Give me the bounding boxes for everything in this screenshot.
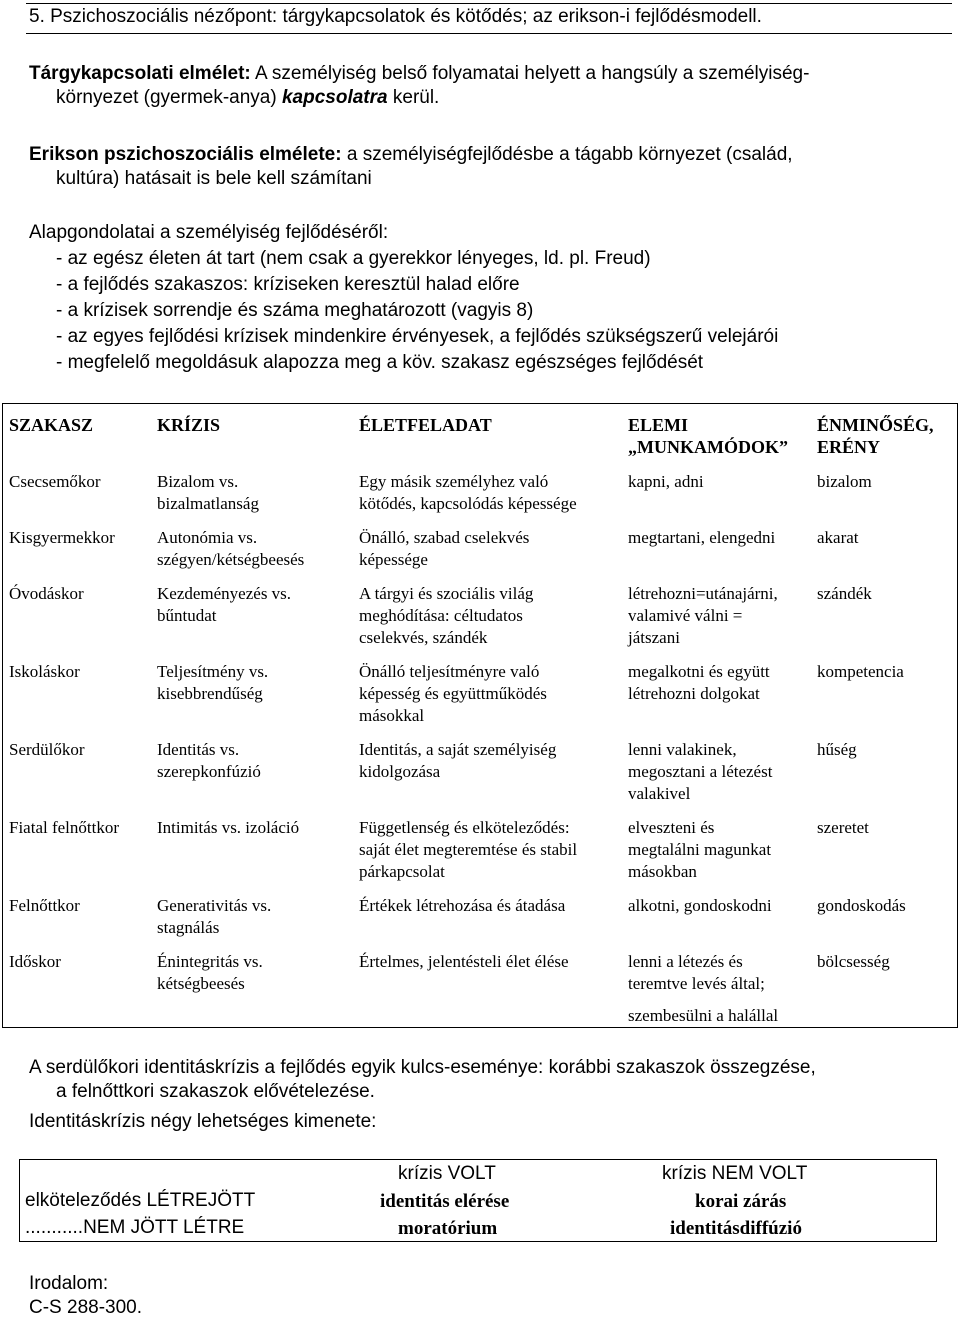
modes-line: másokban [628,862,697,881]
row-no-commitment: ...........NEM JÖTT LÉTRE [25,1217,245,1238]
task-cell [359,471,577,515]
crisis-line: Intimitás vs. izoláció [157,818,300,837]
task-line: Értékek létrehozása és átadása [359,896,566,915]
stage-cell: Fiatal felnőttkor [9,818,120,837]
modes-line: valamivé válni = [628,606,743,625]
principle-item: - a krízisek sorrendje és száma meghatározott (vagyis 8) [56,300,534,321]
crisis-line: Identitás vs. [157,740,240,759]
header-modes [628,414,788,458]
header-modes-line-1: ELEMI [628,415,689,435]
crisis-line: Kezdeményezés vs. [157,584,292,603]
modes-line: valakivel [628,784,691,803]
stage-cell: Felnőttkor [9,896,80,915]
virtue-cell: kompetencia [817,662,904,681]
erikson-text-1: a személyiségfejlődésbe a tágabb környezet (család, [341,144,793,165]
virtue-cell: szeretet [817,818,869,837]
modes-cell [628,951,778,1027]
modes-line: létrehozni dolgokat [628,684,760,703]
modes-cell [628,471,704,493]
identity-achievement: identitás elérése [380,1191,510,1212]
modes-line: lenni a létezés és [628,952,743,971]
object-relations-text-2: környezet (gyermek-anya) [56,87,282,108]
virtue-cell: gondoskodás [817,896,906,915]
task-line: párkapcsolat [359,862,445,881]
crisis-line: Bizalom vs. [157,472,239,491]
adolescence-paragraph [29,1056,816,1104]
header-stage: SZAKASZ [9,415,94,435]
object-relations-label: Tárgykapcsolati elmélet: [29,63,251,84]
modes-cell [628,817,771,883]
task-line: meghódítása: céltudatos [359,606,523,625]
col-crisis-no: krízis NEM VOLT [662,1163,808,1184]
task-cell [359,951,569,973]
task-line: képesség és együttműködés [359,684,547,703]
header-modes-line-2: „MUNKAMÓDOK” [628,437,788,457]
task-line: Egy másik személyhez való [359,472,549,491]
adolescence-text-1: A serdülőkori identitáskrízis a fejlődés egyik kulcs-eseménye: korábbi szakaszok összegzése, [29,1057,816,1078]
modes-line: megosztani a létezést [628,762,773,781]
task-line: kidolgozása [359,762,441,781]
task-cell [359,817,577,883]
stage-cell: Serdülőkor [9,740,85,759]
modes-line: létrehozni=utánajárni, [628,584,778,603]
task-cell [359,895,565,917]
virtue-cell: akarat [817,528,859,547]
references-label: Irodalom: [29,1273,109,1294]
header-rule-bottom [26,33,952,34]
virtue-cell: bizalom [817,472,872,491]
task-cell [359,739,556,783]
references-pages: C-S 288-300. [29,1297,143,1318]
virtue-cell: szándék [817,584,872,603]
crisis-cell [157,951,263,995]
crisis-line: szerepkonfúzió [157,762,261,781]
stage-cell: Csecsemőkor [9,472,101,491]
task-line: Függetlenség és elköteleződés: [359,818,570,837]
erikson-label: Erikson pszichoszociális elmélete: [29,144,342,165]
task-line: Önálló teljesítményre való [359,662,540,681]
principle-item: - a fejlődés szakaszos: kríziseken keresztül halad előre [56,274,520,295]
task-cell [359,661,547,727]
stage-cell: Kisgyermekkor [9,528,115,547]
modes-line: elveszteni és [628,818,715,837]
crisis-line: stagnálás [157,918,220,937]
header-virtue-line-1: ÉNMINŐSÉG, [817,415,934,435]
header-rule-top [26,3,952,4]
task-line: Értelmes, jelentésteli élet élése [359,952,569,971]
principles-list [29,246,778,376]
crisis-line: Autonómia vs. [157,528,258,547]
modes-cell [628,895,772,917]
modes-line: kapni, adni [628,472,704,491]
modes-cell [628,527,775,549]
stage-cell: Óvodáskor [9,584,84,603]
header-crisis: KRÍZIS [157,415,221,435]
modes-line: megtartani, elengedni [628,528,776,547]
modes-line: szembesülni a halállal [628,1006,779,1025]
task-line: kötődés, kapcsolódás képessége [359,494,577,513]
header-virtue-line-2: ERÉNY [817,437,881,457]
header-virtue [817,414,934,458]
section-title: 5. Pszichoszociális nézőpont: tárgykapcsolatok és kötődés; az erikson-i fejlődésmodell. [29,6,762,27]
crisis-line: kisebbrendűség [157,684,263,703]
stage-cell: Iskoláskor [9,662,80,681]
virtue-cell: bölcsesség [817,952,890,971]
foreclosure: korai zárás [695,1191,787,1212]
object-relations-text-1: A személyiség belső folyamatai helyett a hangsúly a személyiség- [250,63,810,84]
task-cell [359,583,533,649]
principle-item: - megfelelő megoldásuk alapozza meg a köv. szakasz egészséges fejlődését [56,352,704,373]
erikson-text-2: kultúra) hatásait is bele kell számítani [56,168,372,189]
modes-cell [628,583,778,649]
crisis-cell [157,661,268,705]
principle-item: - az egész életen át tart (nem csak a gyerekkor lényeges, ld. pl. Freud) [56,248,651,269]
stage-cell: Időskor [9,952,61,971]
moratorium: moratórium [398,1218,498,1239]
crisis-cell [157,527,304,571]
task-line: Önálló, szabad cselekvés [359,528,530,547]
virtue-cell: hűség [817,740,857,759]
crisis-line: kétségbeesés [157,974,245,993]
crisis-line: bizalmatlanság [157,494,259,513]
crisis-line: szégyen/kétségbeesés [157,550,305,569]
object-relations-paragraph [29,62,809,110]
task-line: A tárgyi és szociális világ [359,584,534,603]
modes-line: megalkotni és együtt [628,662,770,681]
adolescence-text-2: a felnőttkori szakaszok elővételezése. [56,1081,375,1102]
crisis-cell [157,895,271,939]
object-relations-text-3: kerül. [387,87,440,108]
crisis-line: Generativitás vs. [157,896,272,915]
task-line: Identitás, a saját személyiség [359,740,557,759]
modes-line: játszani [628,628,680,647]
row-commitment: elköteleződés LÉTREJÖTT [25,1190,256,1211]
principle-item: - az egyes fejlődési krízisek mindenkire érvényesek, a fejlődés szükségszerű velejárói [56,326,779,347]
outcomes-heading: Identitáskrízis négy lehetséges kimenete: [29,1111,377,1132]
modes-cell [628,739,772,805]
principles-heading: Alapgondolatai a személyiség fejlődéséről: [29,222,389,243]
crisis-line: Énintegritás vs. [157,952,263,971]
modes-line: lenni valakinek, [628,740,737,759]
crisis-cell [157,817,299,839]
task-line: saját élet megteremtése és stabil [359,840,578,859]
col-crisis-yes: krízis VOLT [398,1163,496,1184]
crisis-line: bűntudat [157,606,217,625]
modes-line: megtalálni magunkat [628,840,772,859]
modes-cell [628,661,770,705]
erikson-paragraph [29,143,793,191]
crisis-line: Teljesítmény vs. [157,662,269,681]
crisis-cell [157,583,291,627]
header-task: ÉLETFELADAT [359,415,492,435]
object-relations-emphasis: kapcsolatra [281,87,388,108]
task-line: cselekvés, szándék [359,628,488,647]
modes-line: teremtve levés által; [628,974,765,993]
task-line: képessége [359,550,428,569]
task-cell [359,527,529,571]
crisis-cell [157,471,259,515]
task-line: másokkal [359,706,425,725]
modes-line: alkotni, gondoskodni [628,896,772,915]
identity-diffusion: identitásdiffúzió [670,1218,802,1239]
crisis-cell [157,739,261,783]
